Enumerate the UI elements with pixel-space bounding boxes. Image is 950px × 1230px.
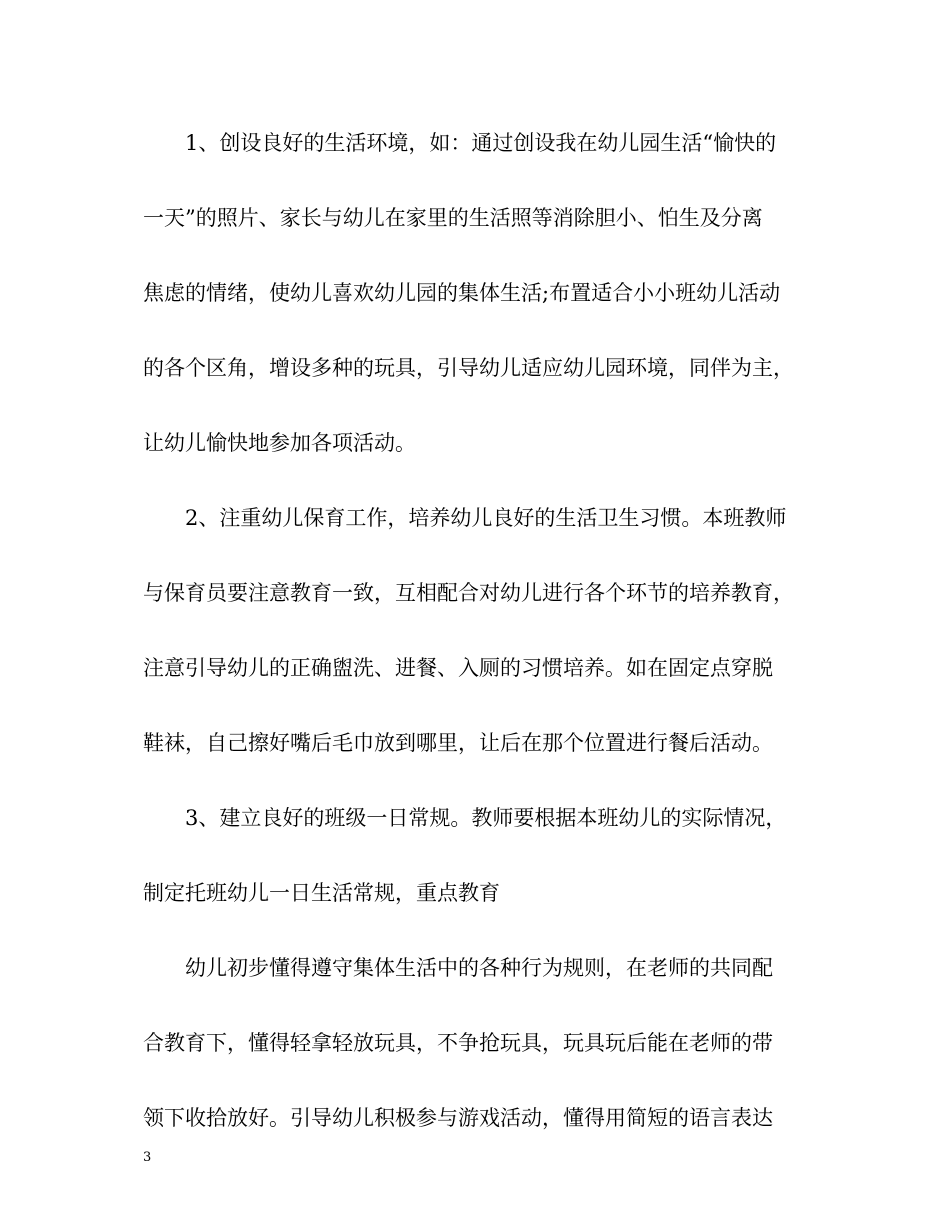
- paragraph-2-line-2: 与保育员要注意教育一致，互相配合对幼儿进行各个环节的培养教育，: [143, 581, 794, 605]
- paragraph-1-line-4: 的各个区角，增设多种的玩具，引导幼儿适应幼儿园环境，同伴为主，: [143, 356, 794, 380]
- page-number: 3: [143, 1150, 152, 1165]
- paragraph-1-line-3: 焦虑的情绪，使幼儿喜欢幼儿园的集体生活;布置适合小小班幼儿活动: [143, 281, 781, 305]
- paragraph-4-line-1: 幼儿初步懂得遵守集体生活中的各种行为规则，在老师的共同配: [185, 956, 773, 980]
- paragraph-1-line-1: 1、创设良好的生活环境，如：通过创设我在幼儿园生活“愉快的: [185, 131, 777, 155]
- paragraph-1-line-5: 让幼儿愉快地参加各项活动。: [143, 431, 416, 455]
- paragraph-2-line-1: 2、注重幼儿保育工作，培养幼儿良好的生活卫生习惯。本班教师: [185, 506, 787, 530]
- paragraph-3-line-2: 制定托班幼儿一日生活常规，重点教育: [143, 881, 500, 905]
- paragraph-4-line-2: 合教育下，懂得轻拿轻放玩具，不争抢玩具，玩具玩后能在老师的带: [143, 1031, 773, 1055]
- paragraph-2-line-4: 鞋袜，自己擦好嘴后毛巾放到哪里，让后在那个位置进行餐后活动。: [143, 731, 773, 755]
- paragraph-1-line-2: 一天”的照片、家长与幼儿在家里的生活照等消除胆小、怕生及分离: [143, 206, 763, 230]
- paragraph-3-line-1: 3、建立良好的班级一日常规。教师要根据本班幼儿的实际情况，: [185, 806, 787, 830]
- paragraph-2-line-3: 注意引导幼儿的正确盥洗、进餐、入厕的习惯培养。如在固定点穿脱: [143, 656, 773, 680]
- paragraph-4-line-3: 领下收拾放好。引导幼儿积极参与游戏活动，懂得用简短的语言表达: [143, 1106, 773, 1130]
